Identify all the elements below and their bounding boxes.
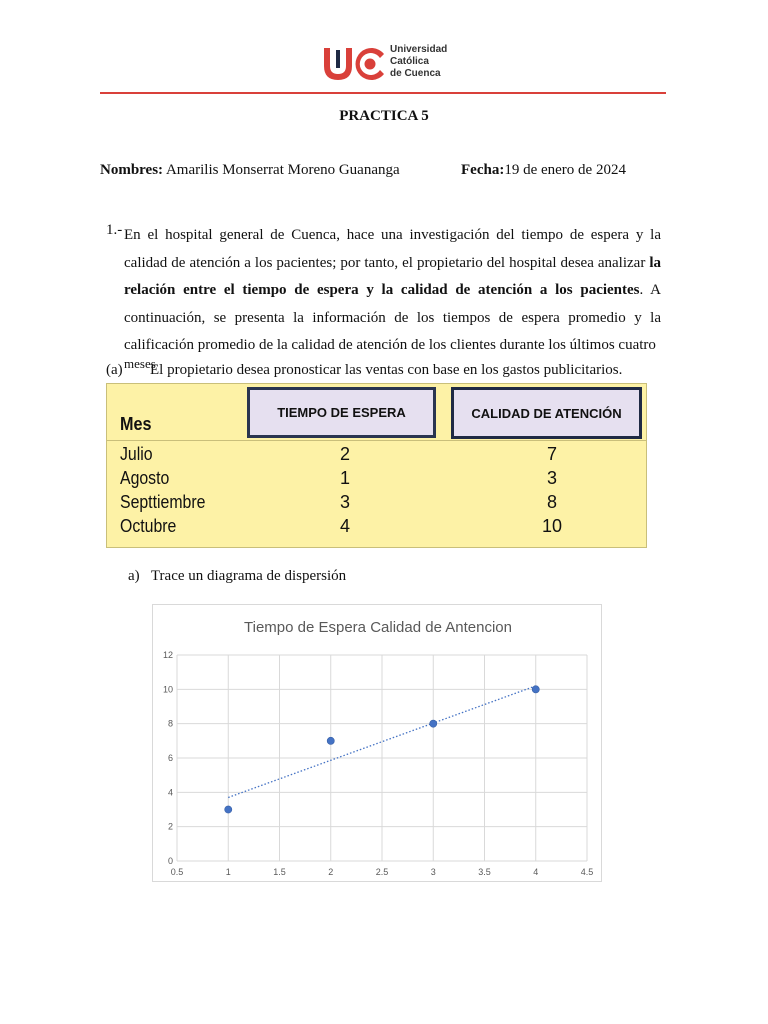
cell-calidad: 8 [546, 492, 557, 512]
university-logo [322, 44, 392, 84]
sub-question-text: El propietario desea pronosticar las ventas con base en los gastos publicitarios. [150, 362, 623, 378]
y-tick-label: 4 [167, 787, 173, 798]
data-point [430, 720, 437, 727]
x-tick-label: 2.5 [375, 867, 389, 877]
x-tick-label: 1.5 [273, 867, 286, 877]
university-line: Católica [390, 56, 429, 67]
cell-espera: 1 [339, 468, 350, 488]
data-point [532, 686, 539, 693]
date-row [461, 162, 626, 179]
x-tick-label: 3 [430, 867, 436, 877]
table-row [107, 444, 646, 468]
x-tick-label: 4.5 [580, 867, 594, 877]
y-tick-label: 0 [167, 856, 173, 866]
data-point [225, 806, 232, 813]
university-name [390, 44, 447, 80]
question-text-part: En el hospital general de Cuenca, hace una investigación del tiempo de espera y la calidad de atención a los pacientes; por tanto, el propietario del hospital desea analizar [124, 227, 661, 271]
names-value: Amarilis Monserrat Moreno Guananga [163, 162, 400, 178]
table-header-calidad: CALIDAD DE ATENCIÓN [451, 387, 642, 439]
chart-title: Tiempo de Espera Calidad de Antencion [244, 619, 512, 636]
page-title: PRACTICA 5 [339, 108, 429, 124]
university-line: Universidad [390, 44, 448, 55]
names-label: Nombres: [100, 162, 164, 178]
chart-canvas [153, 605, 603, 883]
cell-espera: 3 [339, 492, 350, 512]
date-value: 19 de enero de 2024 [504, 162, 626, 178]
x-tick-label: 3.5 [478, 867, 491, 877]
table-header-espera: TIEMPO DE ESPERA [247, 387, 436, 438]
university-line: de Cuenca [390, 68, 441, 79]
overlapping-word: meses [124, 356, 156, 371]
sub-question-label: (a) [106, 362, 123, 378]
y-tick-label: 10 [162, 684, 173, 695]
y-tick-label: 12 [162, 650, 173, 660]
x-tick-label: 1 [225, 867, 231, 877]
question-text-part: . A continuación, se presenta la información de los tiempos de espera promedio y la calificación promedio de la calidad de atención de los clientes durante los últimos cuatro [124, 282, 661, 353]
y-tick-label: 8 [167, 718, 173, 729]
question-text-bold: la relación entre el tiempo de espera y la calidad de atención a los pacientes [124, 254, 661, 298]
x-tick-label: 4 [533, 867, 539, 877]
cell-calidad: 10 [541, 516, 563, 536]
cell-mes: Septtiembre [120, 492, 206, 512]
question-text [124, 222, 661, 360]
x-tick-label: 0.5 [170, 867, 184, 877]
y-tick-label: 2 [167, 821, 173, 832]
date-label: Fecha: [461, 162, 505, 178]
table-row [107, 468, 646, 492]
question-number: 1.- [106, 222, 123, 238]
scatter-chart [152, 604, 602, 882]
cell-mes: Octubre [120, 516, 177, 536]
cell-mes: Agosto [120, 468, 170, 488]
cell-mes: Julio [120, 444, 153, 464]
header-divider [100, 92, 666, 94]
data-table [106, 383, 647, 548]
cell-espera: 4 [339, 516, 350, 536]
table-row [107, 492, 646, 516]
sub-question-b: a) Trace un diagrama de dispersión [128, 568, 347, 584]
data-point [327, 737, 334, 744]
names-row [100, 162, 400, 179]
table-header-mes: Mes [120, 414, 152, 434]
cell-espera: 2 [339, 444, 350, 464]
cell-calidad: 3 [546, 468, 557, 488]
y-tick-label: 6 [167, 753, 173, 763]
cell-calidad: 7 [546, 444, 557, 464]
table-row [107, 516, 646, 540]
x-tick-label: 2 [328, 867, 334, 877]
